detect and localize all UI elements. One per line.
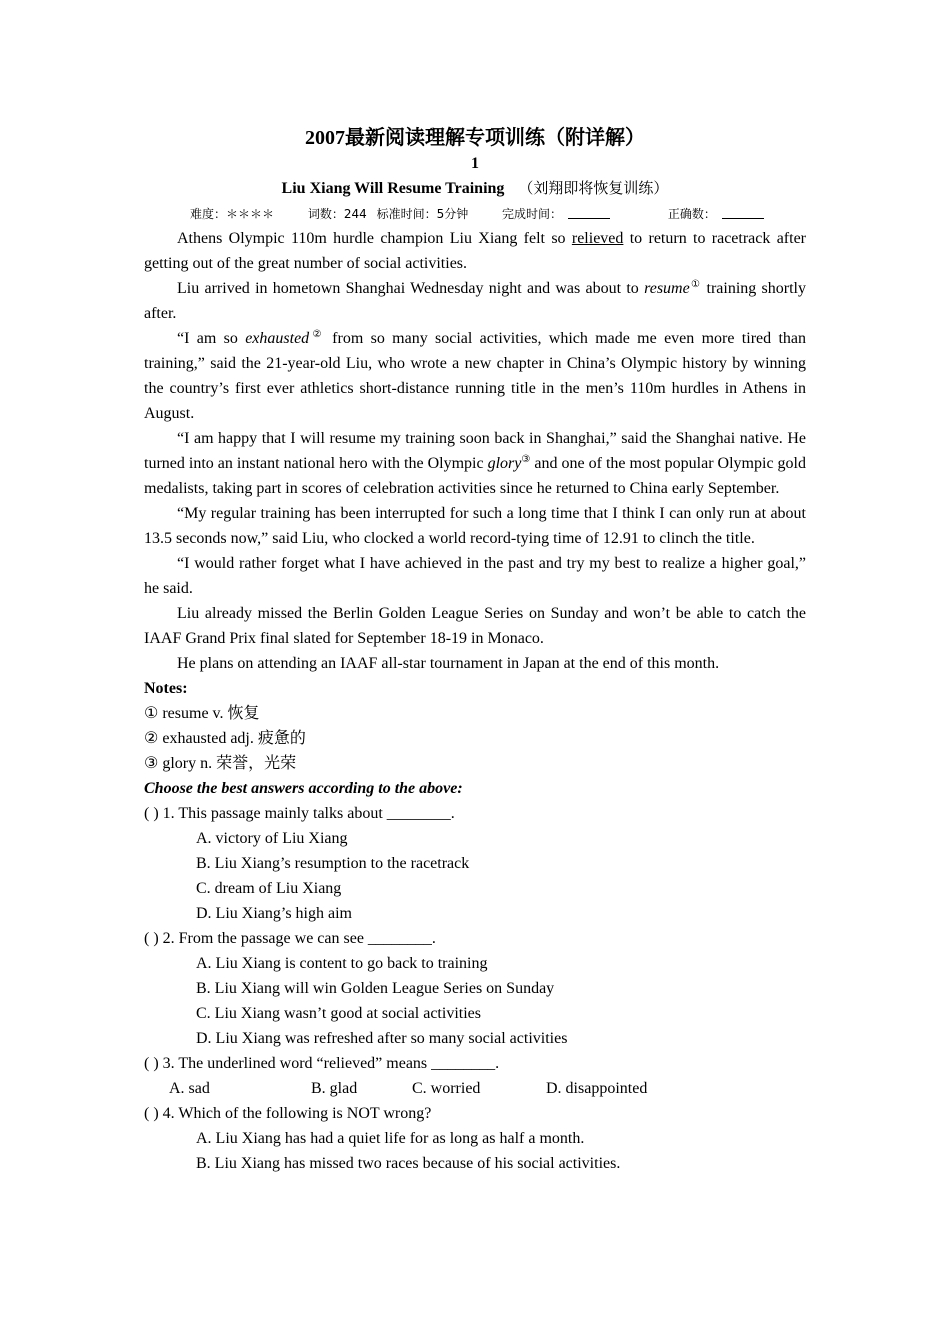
q1-option-b: B. Liu Xiang’s resumption to the racetrack	[196, 855, 470, 872]
question-2: ( ) 2. From the passage we can see ________.	[144, 930, 436, 947]
paragraph-1: Athens Olympic 110m hurdle champion Liu Xiang felt so relieved to return to racetrack after getting out of the great number of social activities.	[144, 230, 806, 272]
article-title-cn: （刘翔即将恢复训练）	[518, 181, 669, 197]
word-exhausted: exhausted	[245, 330, 310, 347]
meta-line	[144, 202, 806, 226]
finish-time-blank[interactable]	[568, 206, 610, 219]
accuracy-label: 正确数：	[667, 207, 716, 221]
paragraph-2: Liu arrived in hometown Shanghai Wednesday night and was about to resume① training shortly after.	[144, 279, 807, 322]
note-marker-3: ③	[521, 454, 531, 465]
standard-time: 标准时间：5分钟	[376, 207, 469, 221]
q2-option-c: C. Liu Xiang wasn’t good at social activities	[196, 1005, 481, 1022]
note-1: ① resume v. 恢复	[144, 705, 260, 722]
q3-options-row	[144, 1076, 806, 1101]
q2-option-a: A. Liu Xiang is content to go back to training	[196, 955, 488, 972]
q2-option-d: D. Liu Xiang was refreshed after so many social activities	[196, 1030, 568, 1047]
page-title: 2007最新阅读理解专项训练（附详解）	[305, 127, 645, 149]
paragraph-5: “My regular training has been interrupted for such a long time that I think I can only run at about 13.5 seconds now,” said Liu, who clocked a world record-tying time of 12.91 to clinch the title.	[144, 505, 806, 547]
q2-option-b: B. Liu Xiang will win Golden League Series on Sunday	[196, 980, 555, 997]
passage-number: 1	[471, 155, 479, 172]
paragraph-8: He plans on attending an IAAF all-star tournament in Japan at the end of this month.	[177, 655, 720, 672]
notes-heading: Notes:	[144, 680, 188, 697]
q4-option-b: B. Liu Xiang has missed two races because of his social activities.	[196, 1155, 621, 1172]
finish-time-label: 完成时间：	[502, 207, 563, 221]
difficulty: 难度：＊＊＊＊	[190, 207, 275, 221]
note-marker-2: ②	[309, 329, 325, 340]
q1-option-c: C. dream of Liu Xiang	[196, 880, 342, 897]
accuracy-blank[interactable]	[722, 206, 764, 219]
q4-option-a: A. Liu Xiang has had a quiet life for as long as half a month.	[196, 1130, 585, 1147]
word-glory: glory	[487, 455, 522, 472]
word-count: 词数：244	[307, 207, 367, 221]
note-2: ② exhausted adj. 疲惫的	[144, 730, 306, 747]
note-marker-1: ①	[689, 279, 702, 290]
paragraph-6: “I would rather forget what I have achieved in the past and try my best to realize a higher goal,” he said.	[144, 555, 806, 597]
note-3: ③ glory n. 荣誉，光荣	[144, 755, 297, 772]
document-page	[144, 120, 806, 1176]
q1-option-d: D. Liu Xiang’s high aim	[196, 905, 352, 922]
paragraph-3: “I am so exhausted② from so many social activities, which made me even more tired than training,” said the 21-year-old Liu, who wrote a new chapter in China’s Olympic history by winning the country’s first ever athletics short-distance running title in the men’s 110m hurdles in Athens in August.	[144, 329, 807, 422]
question-4: ( ) 4. Which of the following is NOT wrong?	[144, 1105, 432, 1122]
word-resume: resume	[644, 280, 690, 297]
article-title: Liu Xiang Will Resume Training	[281, 180, 505, 197]
q3-option-d: D. disappointed	[546, 1080, 648, 1097]
underlined-word-relieved: relieved	[571, 230, 624, 247]
paragraph-4: “I am happy that I will resume my training soon back in Shanghai,” said the Shanghai native. He turned into an instant national hero with the Olympic glory③ and one of the most popular Olympic gold medalists, taking part in scores of celebration activities since he returned to China early September.	[144, 430, 807, 497]
q1-option-a: A. victory of Liu Xiang	[196, 830, 348, 847]
questions-instruction: Choose the best answers according to the above:	[144, 780, 463, 797]
q3-option-c: C. worried	[412, 1080, 481, 1097]
paragraph-7: Liu already missed the Berlin Golden League Series on Sunday and won’t be able to catch the IAAF Grand Prix final slated for September 18-19 in Monaco.	[144, 605, 806, 647]
q3-option-a: A. sad	[169, 1080, 210, 1097]
question-1: ( ) 1. This passage mainly talks about ________.	[144, 805, 455, 822]
question-3: ( ) 3. The underlined word “relieved” means ________.	[144, 1055, 500, 1072]
q3-option-b: B. glad	[311, 1080, 358, 1097]
article-title-line	[144, 176, 806, 202]
